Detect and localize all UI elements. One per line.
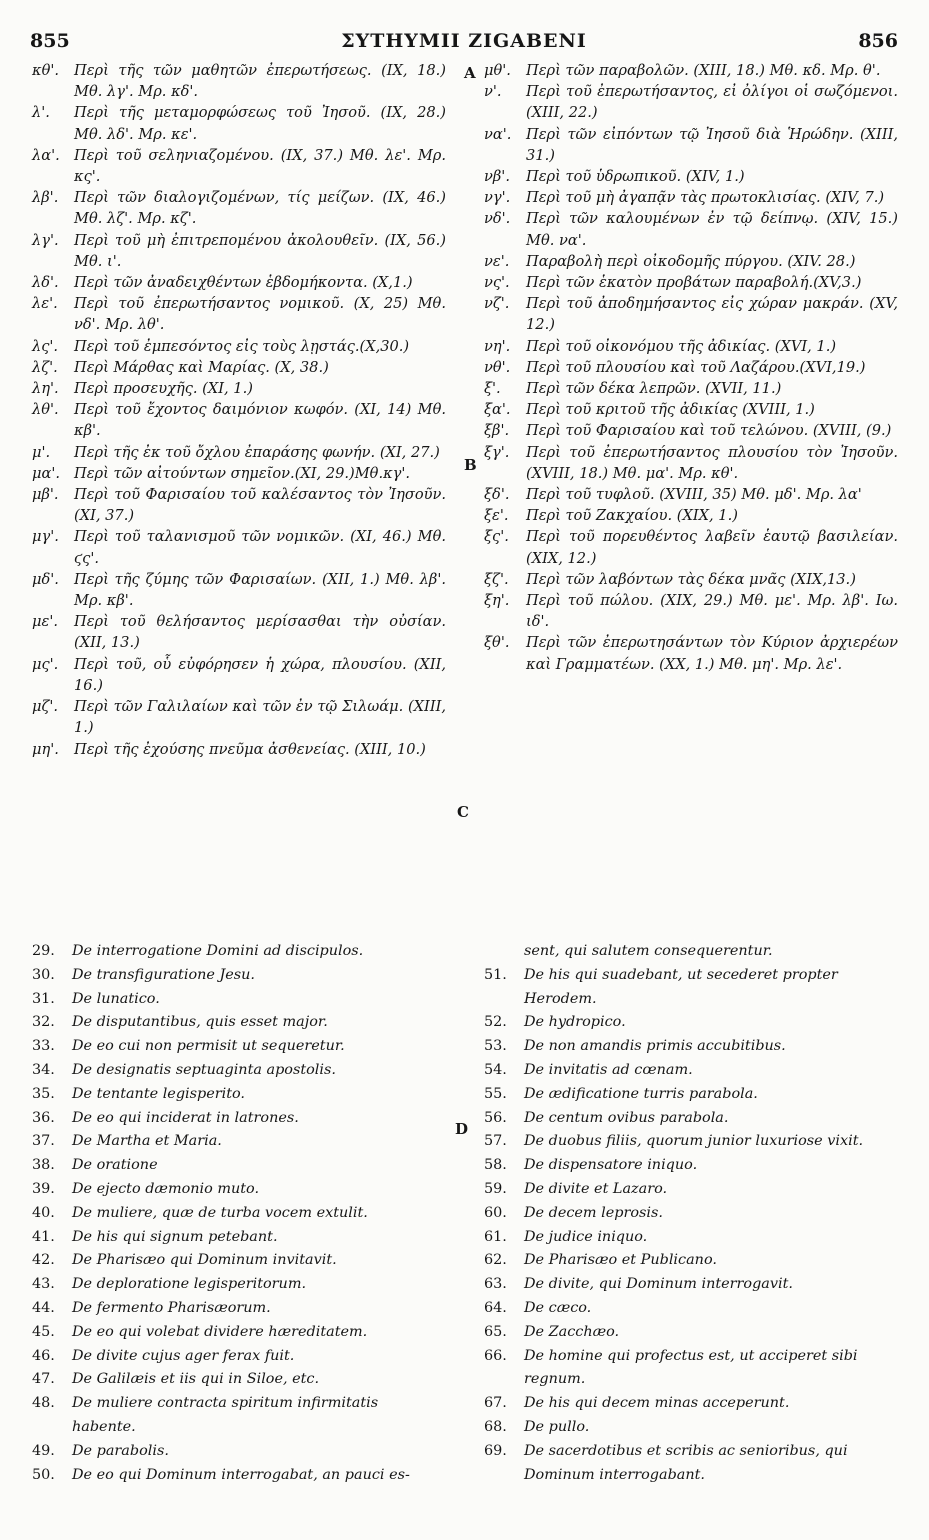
chapter-title: Περὶ τοῦ ἐπερωτήσαντος πλουσίου τὸν Ἰησοῦν. (XVIII, 18.) Μθ. μα'. Μρ. κθ'. (526, 443, 898, 482)
greek-chapter-entry (32, 336, 446, 357)
chapter-number: μδ'. (32, 570, 59, 588)
chapter-number: 56. (484, 1109, 507, 1126)
greek-chapter-entry (484, 336, 898, 357)
chapter-title: De muliere contracta spiritum infirmitatis habente. (72, 1395, 379, 1435)
latin-chapter-entry (32, 1226, 446, 1250)
chapter-title: De cæco. (524, 1299, 592, 1316)
chapter-number: μθ'. (484, 62, 511, 79)
latin-chapter-entry (484, 1130, 898, 1154)
chapter-number: μζ'. (32, 698, 59, 716)
greek-chapter-entry (484, 526, 898, 568)
chapter-title: Περὶ τῆς τῶν μαθητῶν ἐπερωτήσεως. (IX, 18.) Μθ. λγ'. Μρ. κδ'. (74, 62, 446, 101)
chapter-title: De disputantibus, quis esset major. (72, 1014, 328, 1031)
chapter-title: De deploratione legisperitorum. (72, 1276, 307, 1293)
chapter-title: De ædificatione turris parabola. (524, 1085, 758, 1102)
greek-chapter-entry (32, 399, 446, 441)
chapter-number: λβ'. (32, 189, 59, 207)
chapter-number: 61. (484, 1228, 507, 1245)
margin-letter-c: C (457, 803, 469, 821)
chapter-number: 59. (484, 1180, 507, 1197)
latin-chapter-entry (32, 1321, 446, 1345)
chapter-title: De centum ovibus parabola. (524, 1109, 729, 1126)
chapter-number: με'. (32, 613, 58, 631)
chapter-title: Περὶ τῶν ἑκατὸν προβάτων παραβολή.(XV,3.) (526, 274, 862, 292)
chapter-number: 55. (484, 1085, 507, 1102)
chapter-number: 44. (32, 1299, 55, 1316)
chapter-title: Περὶ τοῦ θελήσαντος μερίσασθαι τὴν οὐσίαν. (XII, 13.) (74, 613, 446, 652)
chapter-title: Περὶ τοῦ πώλου. (XIX, 29.) Μθ. με'. Μρ. λβ'. Ιω. ιδ'. (526, 592, 898, 631)
chapter-title: De muliere, quæ de turba vocem extulit. (72, 1204, 368, 1221)
latin-column-right (484, 940, 898, 1487)
chapter-title: De divite, qui Dominum interrogavit. (524, 1276, 793, 1293)
latin-chapter-entry (484, 1416, 898, 1440)
chapter-number: 67. (484, 1395, 507, 1412)
chapter-number: 49. (32, 1442, 55, 1459)
chapter-title: Περὶ τοῦ ἀποδημήσαντος εἰς χώραν μακράν. (XV, 12.) (526, 295, 898, 334)
latin-chapter-entry (32, 1035, 446, 1059)
greek-chapter-entry (484, 208, 898, 250)
chapter-number: 64. (484, 1299, 507, 1316)
chapter-number: 60. (484, 1204, 507, 1221)
chapter-title: Περὶ τοῦ Φαρισαίου τοῦ καλέσαντος τὸν Ἰησοῦν. (XI, 37.) (74, 486, 446, 525)
chapter-title: De decem leprosis. (524, 1204, 663, 1221)
chapter-title: De Zacchæo. (524, 1323, 620, 1340)
latin-chapter-entry (32, 1130, 446, 1154)
chapter-title: Περὶ τοῦ ἐπερωτήσαντος νομικοῦ. (X, 25) Μθ. νδ'. Μρ. λθ'. (74, 295, 446, 334)
chapter-number: 63. (484, 1276, 507, 1293)
chapter-number: 30. (32, 966, 55, 983)
chapter-title: Περὶ τοῦ σεληνιαζομένου. (IX, 37.) Μθ. λε'. Μρ. κς'. (74, 146, 446, 186)
latin-chapter-entry (32, 1368, 446, 1392)
latin-chapter-entry (484, 1107, 898, 1131)
chapter-number: 29. (32, 943, 55, 959)
chapter-number: 69. (484, 1442, 507, 1459)
greek-chapter-entry (32, 569, 446, 611)
greek-chapter-entry (484, 590, 898, 632)
chapter-number: λθ'. (32, 401, 59, 419)
chapter-number: λη'. (32, 380, 59, 398)
chapter-number: ξ'. (484, 380, 501, 398)
latin-chapter-entry (484, 1154, 898, 1178)
chapter-number: 32. (32, 1014, 55, 1031)
chapter-number: 65. (484, 1323, 507, 1340)
chapter-number: λα'. (32, 146, 60, 164)
greek-chapter-entry (484, 81, 898, 123)
chapter-number: ξα'. (484, 401, 511, 419)
chapter-title: De Galilæis et iis qui in Siloe, etc. (72, 1371, 320, 1388)
latin-chapter-entry (32, 1059, 446, 1083)
chapter-number: νδ'. (484, 210, 511, 228)
chapter-number: μη'. (32, 740, 59, 758)
running-title: ΣΥΤΗΥΜΙΙ ZIGABENI (341, 30, 587, 52)
chapter-title: Περὶ τῆς ἐχούσης πνεῦμα ἀσθενείας. (XIII, 10.) (74, 740, 426, 758)
chapter-title: Περὶ Μάρθας καὶ Μαρίας. (X, 38.) (74, 358, 329, 376)
margin-letter-a: A (464, 64, 476, 82)
chapter-number: νε'. (484, 252, 510, 270)
chapter-title: De his qui decem minas acceperunt. (524, 1395, 790, 1412)
greek-chapter-entry (484, 187, 898, 208)
latin-chapter-entry (32, 964, 446, 988)
chapter-title: Περὶ τοῦ κριτοῦ τῆς ἀδικίας (XVIII, 1.) (526, 401, 815, 419)
chapter-title: Περὶ τῶν Γαλιλαίων καὶ τῶν ἐν τῷ Σιλωάμ. (XIII, 1.) (74, 698, 446, 737)
chapter-title: Περὶ τοῦ ὑδρωπικοῦ. (XIV, 1.) (526, 168, 745, 186)
chapter-title: De duobus filiis, quorum junior luxuriose vixit. (524, 1133, 864, 1150)
margin-letter-b: B (464, 456, 477, 474)
chapter-title: Παραβολὴ περὶ οἰκοδομῆς πύργου. (XIV. 28.) (526, 252, 856, 270)
latin-chapter-entry (484, 1249, 898, 1273)
chapter-title: De eo cui non permisit ut sequeretur. (72, 1038, 345, 1055)
greek-chapter-entry (484, 442, 898, 484)
chapter-title: De judice iniquo. (524, 1228, 648, 1245)
latin-chapter-entry (484, 1178, 898, 1202)
chapter-number: 51. (484, 966, 507, 983)
greek-chapter-entry (32, 357, 446, 378)
latin-column-left (32, 940, 446, 1487)
greek-chapter-entry (32, 378, 446, 399)
chapter-title: De eo qui volebat dividere hæreditatem. (72, 1323, 368, 1340)
chapter-title: Περὶ τῶν διαλογιζομένων, τίς μείζων. (IX, 46.) Μθ. λζ'. Μρ. κζ'. (74, 189, 446, 228)
chapter-title: Περὶ τοῦ μὴ ἀγαπᾷν τὰς πρωτοκλισίας. (XIV, 7.) (526, 189, 885, 207)
chapter-title: De designatis septuaginta apostolis. (72, 1061, 336, 1078)
chapter-number: 48. (32, 1395, 55, 1412)
chapter-title: De oratione (72, 1157, 158, 1174)
page (30, 30, 898, 1520)
chapter-title: Περὶ τῆς ζύμης τῶν Φαρισαίων. (XII, 1.) Μθ. λβ'. Μρ. κβ'. (74, 570, 446, 610)
greek-chapter-entry (484, 632, 898, 674)
chapter-title: De non amandis primis accubitibus. (524, 1038, 786, 1055)
greek-chapter-entry (484, 166, 898, 187)
greek-chapter-entry (484, 505, 898, 526)
greek-chapter-entry (32, 102, 446, 144)
greek-chapter-entry (32, 654, 446, 696)
chapter-title: De tentante legisperito. (72, 1085, 245, 1102)
chapter-number: νς'. (484, 274, 510, 292)
latin-chapter-entry (32, 1440, 446, 1464)
chapter-title: Περὶ προσευχῆς. (XI, 1.) (74, 380, 253, 398)
chapter-number: 43. (32, 1276, 55, 1293)
chapter-number: 39. (32, 1180, 55, 1197)
chapter-number: 46. (32, 1347, 55, 1364)
latin-chapter-entry (484, 1083, 898, 1107)
latin-chapter-entry (484, 1202, 898, 1226)
chapter-title: De lunatico. (72, 990, 160, 1007)
chapter-title: Περὶ τοῦ ἐπερωτήσαντος, εἰ ὀλίγοι οἱ σωζόμενοι. (XIII, 22.) (526, 83, 898, 122)
chapter-number: 50. (32, 1466, 55, 1483)
latin-chapter-entry (32, 1202, 446, 1226)
greek-chapter-entry (484, 420, 898, 441)
chapter-number: μγ'. (32, 528, 59, 546)
chapter-number: 58. (484, 1157, 507, 1174)
page-number-left: 855 (30, 30, 70, 52)
latin-chapter-entry (484, 1297, 898, 1321)
chapter-title: Περὶ τοῦ, οὗ εὐφόρησεν ἡ χώρα, πλουσίου. (XII, 16.) (74, 655, 446, 694)
chapter-title: De dispensatore iniquo. (524, 1157, 698, 1174)
chapter-title: De sacerdotibus et scribis ac senioribus, qui Dominum interrogabant. (524, 1442, 848, 1483)
greek-column-right (484, 60, 898, 675)
chapter-number: ξη'. (484, 592, 510, 610)
chapter-number: μα'. (32, 464, 60, 482)
latin-chapter-entry (32, 1345, 446, 1369)
chapter-title: Περὶ τοῦ πλουσίου καὶ τοῦ Λαζάρου.(XVI,19.) (526, 358, 866, 376)
chapter-title: Περὶ τῆς ἐκ τοῦ ὄχλου ἐπαράσης φωνήν. (XI, 27.) (74, 443, 440, 461)
page-header (30, 30, 898, 60)
latin-chapter-entry (484, 1059, 898, 1083)
greek-chapter-entry (484, 357, 898, 378)
chapter-number: μβ'. (32, 486, 59, 504)
latin-chapter-entry (484, 1011, 898, 1035)
chapter-title: De Martha et Maria. (72, 1133, 222, 1150)
chapter-number: κθ'. (32, 62, 60, 79)
chapter-number: ξγ'. (484, 443, 510, 461)
chapter-number: λζ'. (32, 358, 58, 376)
latin-chapter-entry (32, 1154, 446, 1178)
latin-chapter-entry (484, 1345, 898, 1393)
chapter-title: De Pharisæo et Publicano. (524, 1252, 717, 1269)
greek-chapter-entry (32, 739, 446, 760)
chapter-title: De pullo. (524, 1418, 590, 1435)
latin-chapter-entry (484, 1440, 898, 1488)
chapter-number: νθ'. (484, 358, 511, 376)
chapter-title: Περὶ τοῦ τυφλοῦ. (XVIII, 35) Μθ. μδ'. Μρ. λα' (526, 486, 862, 504)
greek-chapter-entry (484, 569, 898, 590)
chapter-title: Περὶ τοῦ ἔχοντος δαιμόνιον κωφόν. (XI, 14) Μθ. κβ'. (74, 401, 446, 440)
chapter-title: De homine qui profectus est, ut acciperet sibi regnum. (524, 1347, 858, 1388)
greek-chapter-entry (484, 124, 898, 166)
chapter-title: Περὶ τοῦ πορευθέντος λαβεῖν ἑαυτῷ βασιλείαν. (XIX, 12.) (526, 528, 898, 567)
chapter-number: ξδ'. (484, 486, 510, 504)
chapter-title: Περὶ τῶν λαβόντων τὰς δέκα μνᾶς (XIX,13.) (526, 570, 856, 588)
chapter-title: De divite et Lazaro. (524, 1180, 668, 1197)
chapter-title: Περὶ τῶν παραβολῶν. (XIII, 18.) Μθ. κδ. Μρ. θ'. (526, 62, 881, 79)
greek-chapter-entry (484, 293, 898, 335)
chapter-number: ξζ'. (484, 570, 509, 588)
chapter-number: ξβ'. (484, 422, 510, 440)
greek-chapter-entry (484, 484, 898, 505)
greek-chapter-entry (484, 272, 898, 293)
chapter-title: De ejecto dæmonio muto. (72, 1180, 260, 1197)
chapter-title: De transfiguratione Jesu. (72, 966, 255, 983)
chapter-number: λ'. (32, 104, 50, 122)
chapter-number: 52. (484, 1014, 507, 1031)
chapter-number: ξθ'. (484, 634, 510, 652)
chapter-title: De his qui signum petebant. (72, 1228, 278, 1245)
greek-chapter-entry (32, 442, 446, 463)
chapter-number: 36. (32, 1109, 55, 1126)
greek-column-left (32, 60, 446, 760)
latin-chapter-entry (32, 1392, 446, 1440)
latin-chapter-entry (484, 1226, 898, 1250)
chapter-number: ν'. (484, 83, 502, 101)
chapter-number: νη'. (484, 337, 511, 355)
chapter-number: να'. (484, 125, 512, 143)
chapter-number: 38. (32, 1157, 55, 1174)
latin-chapter-entry (32, 1083, 446, 1107)
chapter-number: 37. (32, 1133, 55, 1150)
chapter-title: Περὶ τοῦ ταλανισμοῦ τῶν νομικῶν. (XI, 46.) Μθ. ϛς'. (74, 528, 446, 567)
greek-chapter-entry (32, 230, 446, 272)
chapter-title: De invitatis ad cœnam. (524, 1061, 693, 1078)
chapter-number: 47. (32, 1371, 55, 1388)
greek-chapter-entry (32, 463, 446, 484)
chapter-number: μς'. (32, 655, 59, 673)
chapter-title: Περὶ τοῦ οἰκονόμου τῆς ἀδικίας. (XVI, 1.) (526, 337, 837, 355)
chapter-title: Περὶ τῶν ἐπερωτησάντων τὸν Κύριον ἀρχιερέων καὶ Γραμματέων. (XX, 1.) Μθ. μη'. Μρ. λε'. (526, 634, 898, 673)
latin-chapter-entry (484, 1035, 898, 1059)
chapter-number: ξς'. (484, 528, 509, 546)
chapter-number: νγ'. (484, 189, 511, 207)
page-number-right: 856 (858, 30, 898, 52)
chapter-title: Περὶ τοῦ Φαρισαίου καὶ τοῦ τελώνου. (XVIII, (9.) (526, 422, 892, 440)
latin-chapter-entry (32, 1464, 446, 1488)
greek-chapter-list (30, 60, 898, 940)
chapter-number: 35. (32, 1085, 55, 1102)
chapter-number: 57. (484, 1133, 507, 1150)
chapter-title: Περὶ τῶν εἰπόντων τῷ Ἰησοῦ διὰ Ἡρώδην. (XIII, 31.) (526, 125, 898, 164)
latin-chapter-entry (32, 1297, 446, 1321)
chapter-title: Περὶ τοῦ Ζακχαίου. (XIX, 1.) (526, 507, 738, 525)
chapter-number: λε'. (32, 295, 58, 313)
latin-chapter-entry (484, 940, 898, 964)
chapter-number: 53. (484, 1038, 507, 1055)
chapter-number: 66. (484, 1347, 507, 1364)
chapter-number: 40. (32, 1204, 55, 1221)
greek-chapter-entry (484, 378, 898, 399)
greek-chapter-entry (32, 60, 446, 102)
latin-chapter-list (30, 940, 898, 1530)
chapter-title: De divite cujus ager ferax fuit. (72, 1347, 295, 1364)
chapter-title: Περὶ τῶν αἰτούντων σημεῖον.(XI, 29.)Μθ.κγ'. (74, 464, 411, 482)
chapter-title: sent, qui salutem consequerentur. (524, 943, 773, 959)
latin-chapter-entry (32, 988, 446, 1012)
latin-chapter-entry (32, 1011, 446, 1035)
latin-chapter-entry (484, 1392, 898, 1416)
chapter-title: De hydropico. (524, 1014, 626, 1031)
chapter-number: νβ'. (484, 168, 510, 186)
chapter-number: 34. (32, 1061, 55, 1078)
chapter-number: ξε'. (484, 507, 509, 525)
chapter-number: λς'. (32, 337, 59, 355)
chapter-number: 31. (32, 990, 55, 1007)
chapter-number: 62. (484, 1252, 507, 1269)
chapter-title: Περὶ τοῦ μὴ ἐπιτρεπομένου ἀκολουθεῖν. (IX, 56.) Μθ. ι'. (74, 231, 446, 270)
chapter-number: νζ'. (484, 295, 510, 313)
chapter-title: Περὶ τῆς μεταμορφώσεως τοῦ Ἰησοῦ. (IX, 28.) Μθ. λδ'. Μρ. κε'. (74, 104, 446, 143)
chapter-title: De interrogatione Domini ad discipulos. (72, 943, 364, 959)
chapter-title: Περὶ τοῦ ἐμπεσόντος εἰς τοὺς λῃστάς.(X,30.) (74, 337, 410, 355)
chapter-number: 33. (32, 1038, 55, 1055)
chapter-title: Περὶ τῶν καλουμένων ἐν τῷ δείπνῳ. (XIV, 15.) Μθ. να'. (526, 210, 898, 249)
latin-chapter-entry (484, 1321, 898, 1345)
latin-chapter-entry (32, 1107, 446, 1131)
chapter-number: λδ'. (32, 274, 59, 292)
chapter-title: De fermento Pharisæorum. (72, 1299, 271, 1316)
chapter-number: 45. (32, 1323, 55, 1340)
chapter-title: De his qui suadebant, ut secederet propter Herodem. (524, 966, 838, 1007)
chapter-title: De eo qui Dominum interrogabat, an pauci es- (72, 1466, 410, 1483)
chapter-title: De parabolis. (72, 1442, 169, 1459)
greek-chapter-entry (484, 251, 898, 272)
greek-chapter-entry (32, 145, 446, 187)
greek-chapter-entry (32, 272, 446, 293)
chapter-number: 68. (484, 1418, 507, 1435)
latin-chapter-entry (32, 940, 446, 964)
latin-chapter-entry (32, 1273, 446, 1297)
chapter-title: Περὶ τῶν δέκα λεπρῶν. (XVII, 11.) (526, 380, 782, 398)
greek-chapter-entry (484, 399, 898, 420)
latin-chapter-entry (32, 1249, 446, 1273)
greek-chapter-entry (32, 526, 446, 568)
chapter-title: De eo qui inciderat in latrones. (72, 1109, 299, 1126)
chapter-number: 41. (32, 1228, 55, 1245)
chapter-number: λγ'. (32, 231, 59, 249)
greek-chapter-entry (32, 611, 446, 653)
chapter-title: De Pharisæo qui Dominum invitavit. (72, 1252, 337, 1269)
greek-chapter-entry (32, 293, 446, 335)
greek-chapter-entry (32, 696, 446, 738)
chapter-number: 54. (484, 1061, 507, 1078)
latin-chapter-entry (484, 964, 898, 1012)
greek-chapter-entry (32, 484, 446, 526)
chapter-number: μ'. (32, 443, 51, 461)
greek-chapter-entry (484, 60, 898, 81)
latin-chapter-entry (32, 1178, 446, 1202)
chapter-title: Περὶ τῶν ἀναδειχθέντων ἑβδομήκοντα. (X,1.) (74, 274, 413, 292)
chapter-number: 42. (32, 1252, 55, 1269)
margin-letter-d: D (455, 1120, 469, 1138)
latin-chapter-entry (484, 1273, 898, 1297)
greek-chapter-entry (32, 187, 446, 229)
